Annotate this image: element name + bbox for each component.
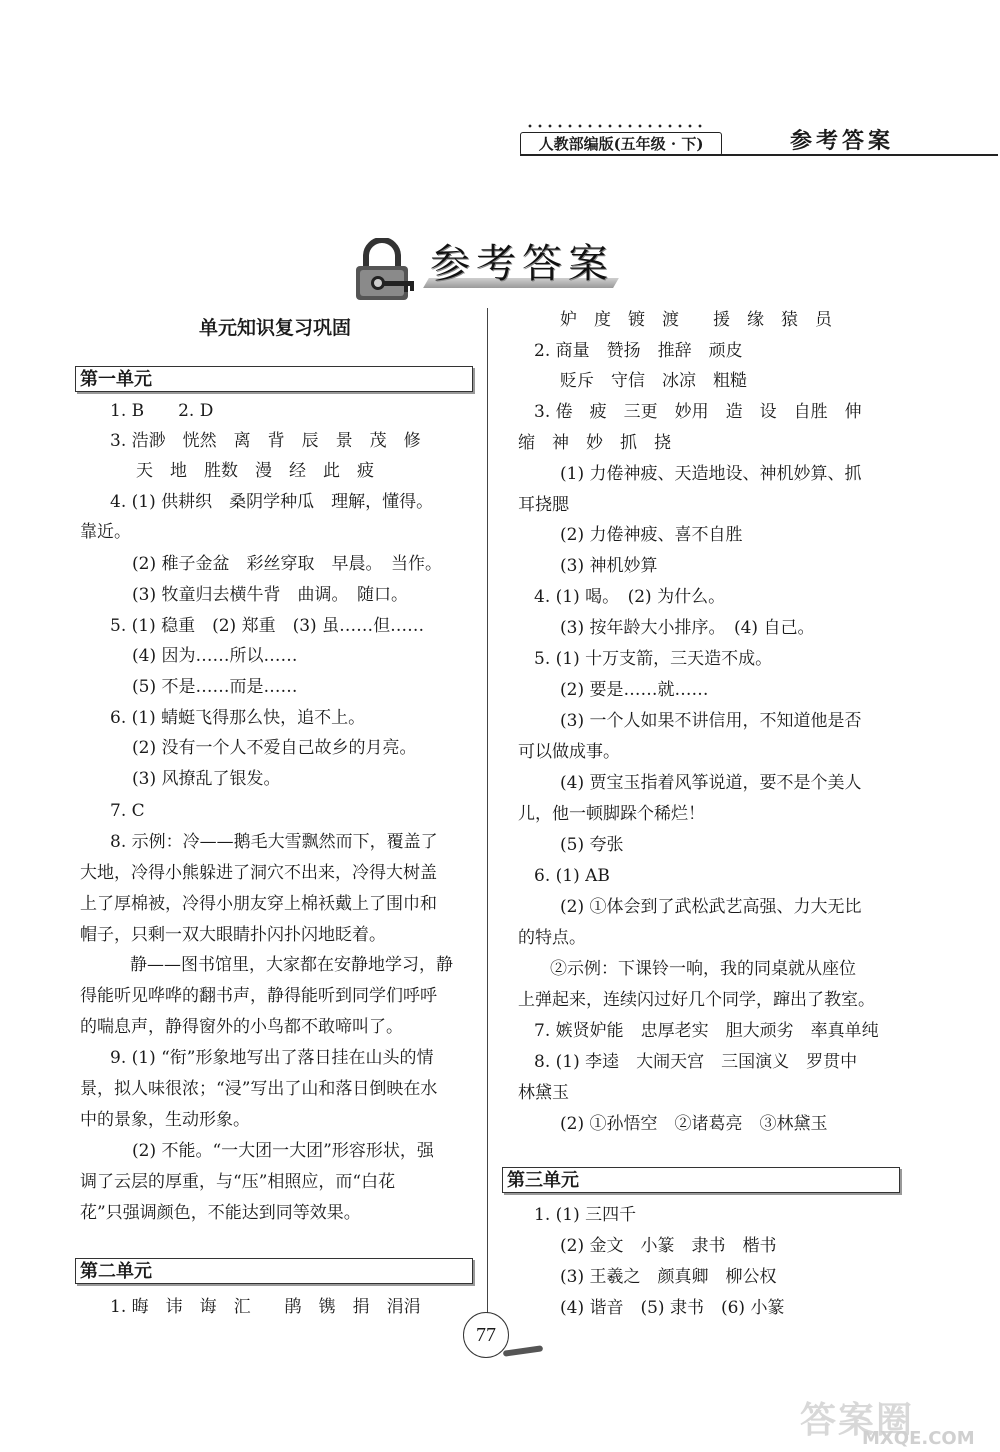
answer-line: 4. (1) 喝。 (2) 为什么。 [534, 587, 726, 607]
header-rule [520, 154, 998, 156]
answer-line: 上弹起来，连续闪过好几个同学，蹿出了教室。 [518, 990, 875, 1010]
answer-line: 天 地 胜数 漫 经 此 疲 [136, 461, 374, 481]
answer-line: 1. B 2. D [110, 401, 214, 421]
answer-line: (5) 不是……而是…… [132, 677, 298, 697]
answer-line: (2) 要是……就…… [560, 680, 709, 700]
unit-3-box: 第三单元 [502, 1167, 900, 1193]
answer-line: 8. (1) 李逵 大闹天宫 三国演义 罗贯中 [534, 1052, 858, 1072]
answer-line: 5. (1) 稳重 (2) 郑重 (3) 虽……但…… [110, 616, 425, 636]
answer-line: (2) 没有一个人不爱自己故乡的月亮。 [132, 738, 417, 758]
answer-line: 中的景象，生动形象。 [80, 1110, 250, 1130]
answer-line: 2. 商量 赞扬 推辞 顽皮 [534, 341, 743, 361]
main-title: 参考答案 [430, 241, 614, 287]
column-divider [487, 308, 488, 1313]
answer-line: 静——图书馆里，大家都在安静地学习，静 [130, 955, 453, 975]
answer-line: (2) ①体会到了武松武艺高强、力大无比 [560, 897, 862, 917]
answer-line: (2) 金文 小篆 隶书 楷书 [560, 1236, 777, 1256]
answer-line: (4) 贾宝玉指着风筝说道，要不是个美人 [560, 773, 862, 793]
answer-line: 上了厚棉被，冷得小朋友穿上棉袄戴上了围巾和 [80, 894, 437, 914]
pen-icon [503, 1345, 543, 1357]
page-number: 77 [463, 1312, 509, 1358]
answer-line: 3. 浩渺 恍然 离 背 辰 景 茂 修 [110, 431, 421, 451]
unit-2-line: 1. 晦 讳 诲 汇 鹃 镌 捐 涓涓 [110, 1297, 421, 1317]
answer-line: 大地，冷得小熊躲进了洞穴不出来，冷得大树盖 [80, 863, 437, 883]
answer-line: 5. (1) 十万支箭，三天造不成。 [534, 649, 773, 669]
edition-label: 人教部编版(五年级 · 下) [520, 132, 722, 156]
answer-line: 妒 度 镀 渡 援 缘 猿 员 [560, 310, 832, 330]
answer-line: 得能听见哗哗的翻书声，静得能听到同学们呼呼 [80, 986, 437, 1006]
answer-line: (4) 谐音 (5) 隶书 (6) 小篆 [560, 1298, 785, 1318]
answer-line: 花”只强调颜色，不能达到同等效果。 [80, 1203, 361, 1223]
answer-line: 1. (1) 三四千 [534, 1205, 637, 1225]
answer-line: (2) 力倦神疲、喜不自胜 [560, 525, 743, 545]
answer-line: 6. (1) AB [534, 866, 610, 886]
answer-line: (5) 夸张 [560, 835, 624, 855]
answer-line: 8. 示例：冷——鹅毛大雪飘然而下，覆盖了 [110, 832, 438, 852]
answer-line: (3) 按年龄大小排序。 (4) 自己。 [560, 618, 815, 638]
answer-line: 的喘息声，静得窗外的小鸟都不敢啼叫了。 [80, 1017, 403, 1037]
answer-line: 3. 倦 疲 三更 妙用 造 设 自胜 伸 [534, 402, 862, 422]
answer-line: (2) ①孙悟空 ②诸葛亮 ③林黛玉 [560, 1114, 828, 1134]
watermark-url: MXQE.COM [862, 1428, 975, 1449]
header-dots [525, 124, 705, 128]
answer-line: 4. (1) 供耕织 桑阴学种瓜 理解，懂得。 [110, 492, 434, 512]
unit-1-box: 第一单元 [75, 366, 473, 392]
watermark-logo: 答案圈 [800, 1400, 915, 1441]
lock-icon [352, 238, 420, 302]
answer-line: 7. 嫉贤妒能 忠厚老实 胆大顽劣 率真单纯 [534, 1021, 879, 1041]
answer-line: 9. (1) “衔”形象地写出了落日挂在山头的情 [110, 1048, 434, 1068]
answer-line: 景，拟人味很浓；“浸”写出了山和落日倒映在水 [80, 1079, 438, 1099]
answer-line: (3) 神机妙算 [560, 556, 658, 576]
answer-line: (3) 牧童归去横牛背 曲调。 随口。 [132, 585, 408, 605]
answer-line: ②示例：下课铃一响，我的同桌就从座位 [550, 959, 856, 979]
answer-line: 靠近。 [80, 522, 131, 542]
answer-line: 缩 神 妙 抓 挠 [518, 433, 671, 453]
answer-line: (2) 稚子金盆 彩丝穿取 早晨。 当作。 [132, 554, 442, 574]
answer-line: 的特点。 [518, 928, 586, 948]
header-title: 参考答案 [790, 128, 895, 154]
answer-line: (1) 力倦神疲、天造地设、神机妙算、抓 [560, 464, 862, 484]
answer-line: 贬斥 守信 冰凉 粗糙 [560, 371, 747, 391]
answer-line: 林黛玉 [518, 1083, 569, 1103]
answer-line: 调了云层的厚重，与“压”相照应，而“白花 [80, 1172, 396, 1192]
answer-line: (3) 风撩乱了银发。 [132, 769, 281, 789]
answer-line: 7. C [110, 801, 145, 821]
answer-line: 可以做成事。 [518, 742, 620, 762]
section-heading: 单元知识复习巩固 [198, 317, 351, 339]
answer-line: 帽子，只剩一双大眼睛扑闪扑闪地眨着。 [80, 925, 386, 945]
answer-line: (3) 王羲之 颜真卿 柳公权 [560, 1267, 777, 1287]
answer-line: (2) 不能。“一大团一大团”形容形状，强 [132, 1141, 434, 1161]
answer-line: 耳挠腮 [518, 495, 569, 515]
unit-2-box: 第二单元 [75, 1258, 473, 1284]
answer-line: 儿，他一顿脚跺个稀烂！ [518, 804, 705, 824]
answer-line: (3) 一个人如果不讲信用，不知道他是否 [560, 711, 862, 731]
answer-line: 6. (1) 蜻蜓飞得那么快，追不上。 [110, 708, 366, 728]
answer-line: (4) 因为……所以…… [132, 646, 298, 666]
